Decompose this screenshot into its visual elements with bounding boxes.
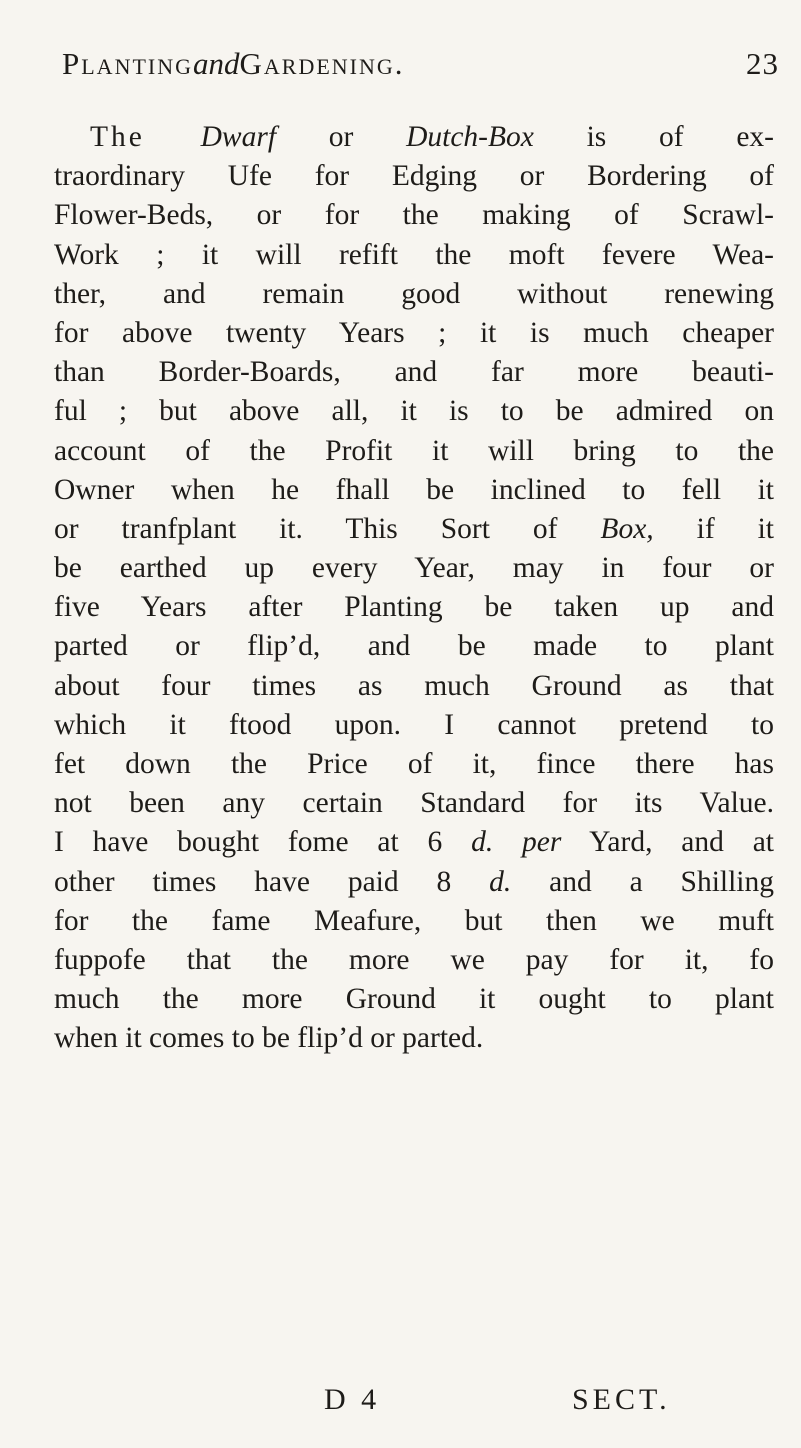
text-line: ther, and remain good without renewing bbox=[54, 277, 774, 310]
text-line: account of the Profit it will bring to the bbox=[54, 434, 774, 467]
text-line: much the more Ground it ought to plant bbox=[54, 983, 774, 1016]
text-line: other times have paid 8 d. and a Shilling bbox=[54, 865, 774, 898]
running-title-part1: Planting bbox=[62, 46, 193, 81]
running-title-and: and bbox=[193, 46, 240, 81]
text-line: for above twenty Years ; it is much cheaper bbox=[54, 316, 774, 349]
text-line: than Border-Boards, and far more beauti- bbox=[54, 356, 774, 389]
text-line: about four times as much Ground as that bbox=[54, 669, 774, 702]
body-paragraph bbox=[54, 118, 774, 1059]
text-line: be earthed up every Year, may in four or bbox=[54, 552, 774, 585]
running-title-part2: Gardening. bbox=[239, 46, 405, 81]
page-number: 23 bbox=[746, 46, 779, 81]
text-line: parted or flip’d, and be made to plant bbox=[54, 630, 774, 663]
signature-mark: D 4 bbox=[324, 1383, 381, 1416]
text-line: not been any certain Standard for its Value. bbox=[54, 787, 774, 820]
running-head bbox=[62, 46, 779, 96]
text-line: or tranfplant it. This Sort of Box, if it bbox=[54, 512, 774, 545]
text-line: when it comes to be flip’d or parted. bbox=[54, 1022, 484, 1055]
text-line: ful ; but above all, it is to be admired on bbox=[54, 395, 774, 428]
text-line: Flower-Beds, or for the making of Scrawl- bbox=[54, 199, 774, 232]
text-line: Owner when he fhall be inclined to fell it bbox=[54, 473, 774, 506]
text-line: Work ; it will refift the moft fevere Wea- bbox=[54, 238, 774, 271]
text-line: fuppofe that the more we pay for it, fo bbox=[54, 943, 774, 976]
text-line: for the fame Meafure, but then we muft bbox=[54, 904, 774, 937]
text-line: fet down the Price of it, fince there has bbox=[54, 748, 774, 780]
text-line: which it ftood upon. I cannot pretend to bbox=[54, 708, 774, 741]
text-line: I have bought fome at 6 d. per Yard, and at bbox=[54, 826, 774, 859]
text-line: The Dwarf or Dutch-Box is of ex- bbox=[90, 121, 775, 153]
catchword: SECT. bbox=[572, 1383, 671, 1416]
page-footer bbox=[0, 1380, 801, 1420]
text-line: traordinary Ufe for Edging or Bordering of bbox=[54, 160, 774, 193]
text-line: five Years after Planting be taken up and bbox=[54, 591, 774, 624]
